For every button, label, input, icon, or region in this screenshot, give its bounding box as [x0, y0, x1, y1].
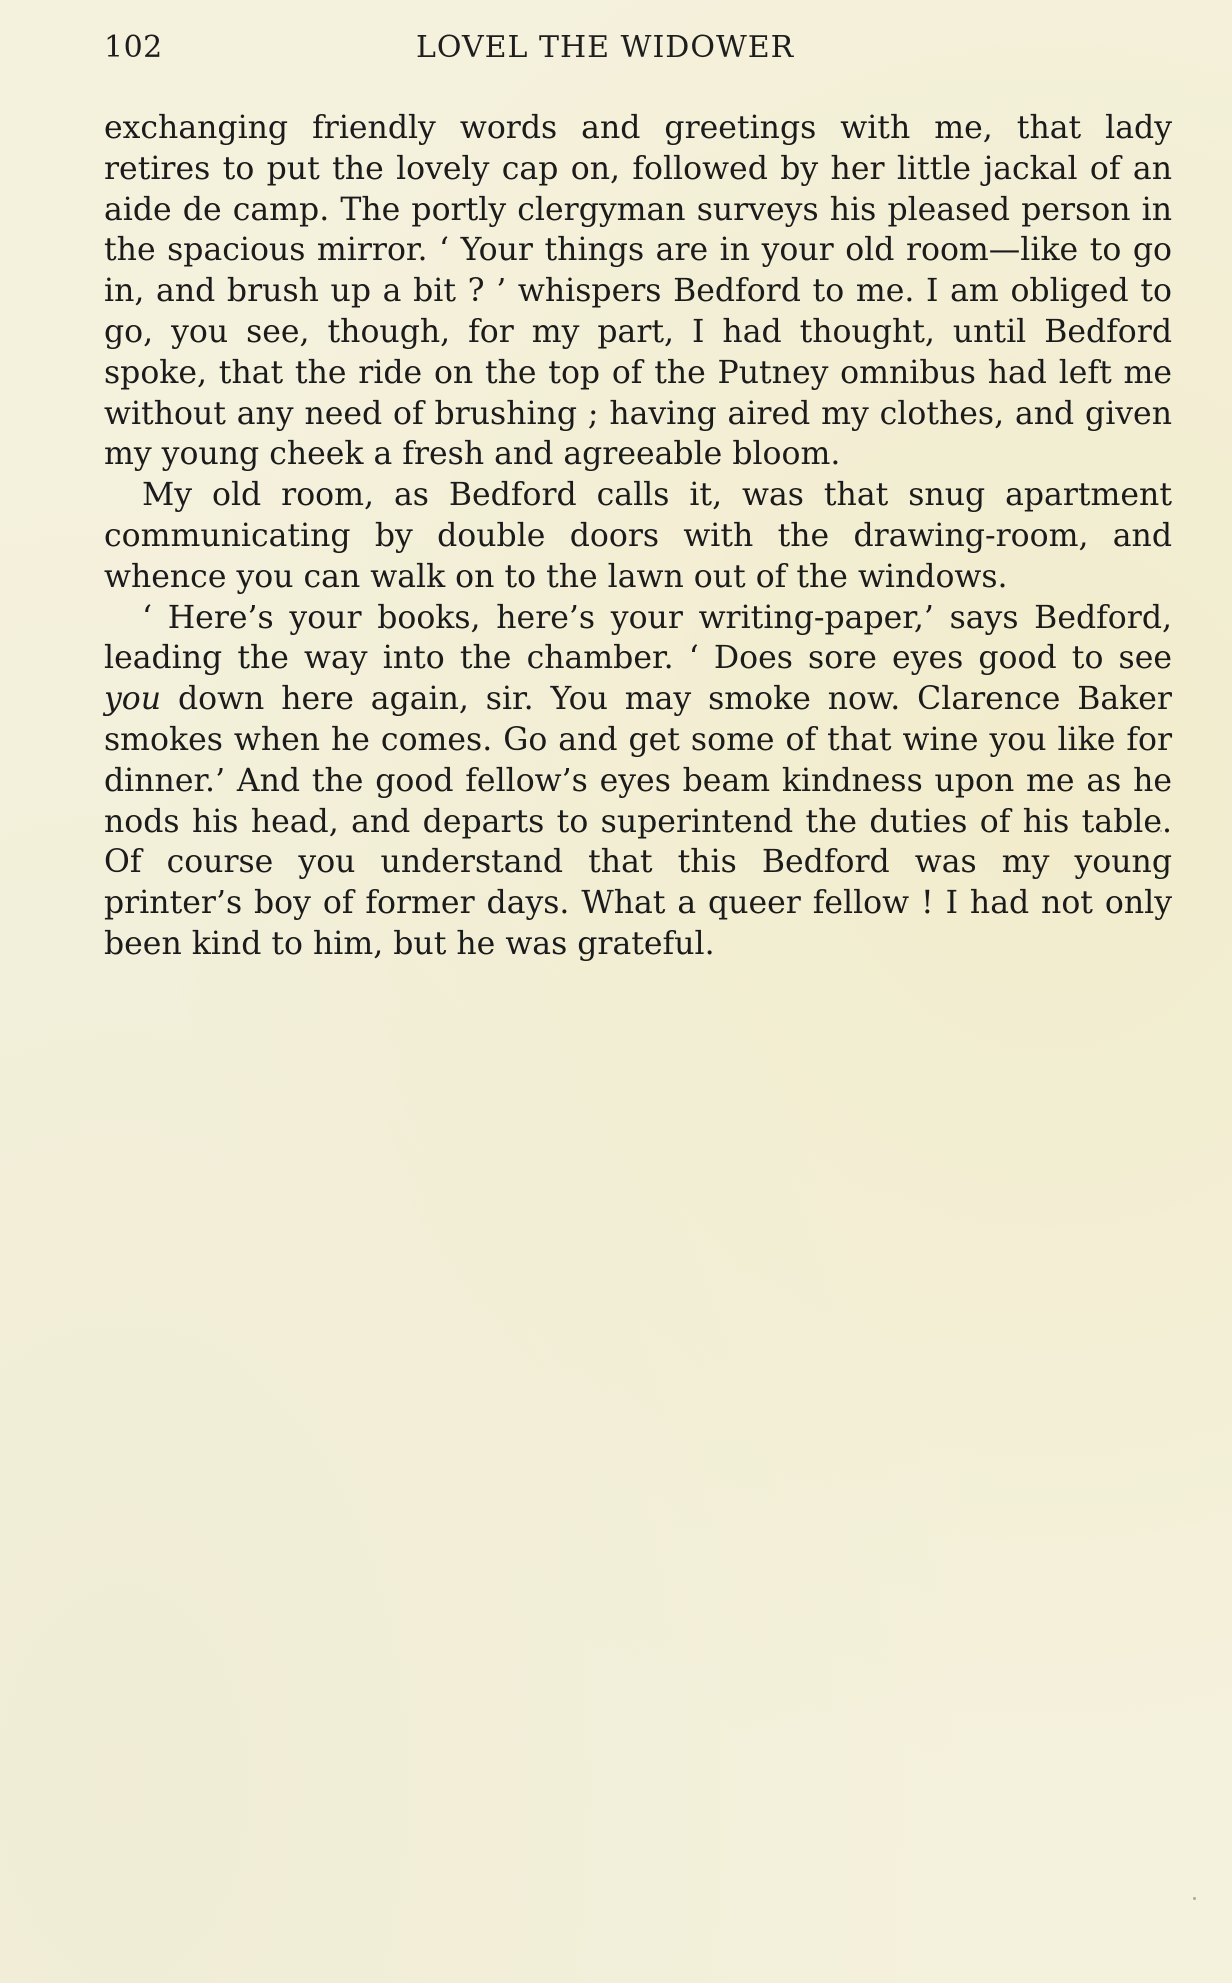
- paragraph-1: exchanging friendly words and greetings with me, that lady retires to put the lovely cap on, followed by her little jackal of an aide de camp. The portly clergyman surveys his pleased person in the spacious mirror. ‘ Your things are in your old room—like to go in, and brush up a bit ? ’ whispers Bedford to me. I am obliged to go, you see, though, for my part, I had thought, until Bedford spoke, that the ride on the top of the Putney omnibus had left me without any need of brushing ; having aired my clothes, and given my young cheek a fresh and agreeable bloom.: [104, 110, 1172, 473]
- body-text: [104, 108, 1172, 965]
- paragraph-3-emphasis: you: [104, 681, 162, 718]
- running-head: LOVEL THE WIDOWER: [416, 30, 795, 65]
- paper-speck: [1193, 1897, 1196, 1900]
- paragraph-3-part-a: ‘ Here’s your books, here’s your writing-paper,’ says Bedford, leading the way into the chamber. ‘ Does sore eyes good to see: [104, 599, 1172, 677]
- paragraph-3: [104, 598, 1172, 965]
- paper-speck: [1160, 830, 1162, 832]
- page-number: 102: [104, 30, 163, 65]
- paragraph-3-part-b: down here again, sir. You may smoke now. Clarence Baker smokes when he comes. Go and get some of that wine you like for dinner.’ And the good fellow’s eyes beam kindness upon me as he nods his head, and departs to superintend the duties of his table. Of course you understand that this Bedford was my young printer’s boy of former days. What a queer fellow ! I had not only been kind to him, but he was grateful.: [104, 681, 1172, 962]
- page-header: [104, 30, 1172, 74]
- paragraph-2: My old room, as Bedford calls it, was that snug apartment communicating by double doors with the drawing-room, and whence you can walk on to the lawn out of the windows.: [104, 477, 1172, 595]
